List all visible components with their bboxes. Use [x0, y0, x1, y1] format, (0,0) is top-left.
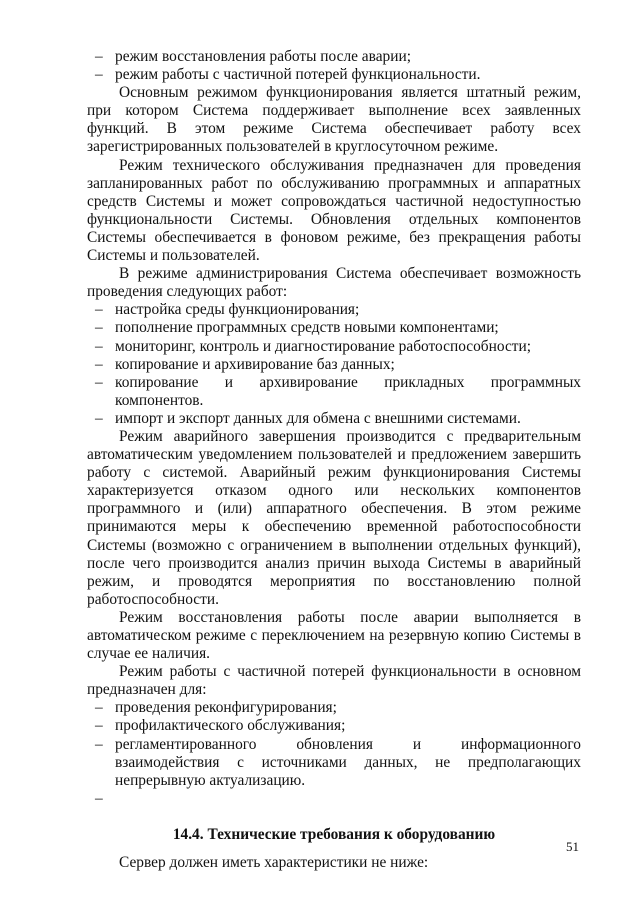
list-item — [87, 717, 581, 735]
list-dash: – — [95, 699, 103, 717]
list-item-text: копирование и архивирование баз данных; — [115, 355, 395, 373]
list-dash: – — [95, 48, 103, 65]
paragraph-main-mode: Основным режимом функционирования является штатный режим, при котором Система поддерживает выполнение всех заявленных функций. В этом режиме Система обеспечивает работу всех зарегистрированных пользователей в круглосуточном режиме. — [87, 84, 581, 156]
list-item-text: регламентированного обновления и информационного взаимодействия с источниками данных, не предполагающих непрерывную актуализацию. — [115, 735, 581, 789]
list-dash: – — [95, 66, 103, 84]
page-content — [87, 48, 581, 872]
paragraph-emergency: Режим аварийного завершения производится с предварительным автоматическим уведомлением пользователей и предложением завершить работу с системой. Аварийный режим функционирования Системы характеризуется отказом одного или нескольких компонентов программного и (или) аппаратного обеспечения. В этом режиме принимаются меры к обеспечению временной работоспособности Системы (возможно с ограничением в выполнении отдельных функций), после чего производится анализ причин выхода Системы в аварийный режим, и проводятся мероприятия по восстановлению полной работоспособности. — [87, 427, 581, 608]
paragraph-admin-intro: В режиме администрирования Система обеспечивает возможность проведения следующих работ: — [87, 265, 581, 301]
list-item-text: пополнение программных средств новыми компонентами; — [115, 319, 499, 337]
list-item — [87, 699, 581, 717]
list-item — [87, 374, 581, 410]
list-dash: – — [95, 355, 103, 373]
paragraph-recovery: Режим восстановления работы после аварии выполняется в автоматическом режиме с переключением на резервную копию Системы в случае ее наличия. — [87, 608, 581, 663]
list-dash: – — [95, 337, 103, 355]
list-item-text: копирование и архивирование прикладных программных компонентов. — [115, 373, 581, 409]
list-item — [87, 790, 581, 808]
list-item-text: мониторинг, контроль и диагностирование работоспособности; — [115, 337, 532, 355]
list-item — [87, 736, 581, 790]
paragraph-partial-intro: Режим работы с частичной потерей функциональности в основном предназначен для: — [87, 663, 581, 699]
list-dash: – — [95, 789, 103, 807]
page-number: 51 — [566, 839, 579, 854]
list-dash: – — [95, 373, 103, 391]
paragraph-maintenance: Режим технического обслуживания предназначен для проведения запланированных работ по обслуживанию программных и аппаратных средств Системы и может сопровождаться частичной недоступностью функциональности Системы. Обновления отдельных компонентов Системы обеспечивается в фоновом режиме, без прекращения работы Системы и пользователей. — [87, 156, 581, 265]
list-item-text: профилактического обслуживания; — [115, 717, 346, 735]
section-heading: 14.4. Технические требования к оборудованию — [172, 825, 496, 843]
list-item — [87, 66, 581, 84]
list-item — [87, 319, 581, 337]
list-dash: – — [95, 409, 103, 427]
list-item-text — [115, 790, 119, 807]
list-item-text: режим восстановления работы после аварии; — [115, 48, 411, 65]
list-item — [87, 301, 581, 319]
paragraph-server: Сервер должен иметь характеристики не ниже: — [119, 854, 429, 872]
list-dash: – — [95, 301, 103, 319]
list-dash: – — [95, 735, 103, 753]
list-item — [87, 356, 581, 374]
list-item — [87, 338, 581, 356]
list-item-text: импорт и экспорт данных для обмена с внешними системами. — [115, 409, 521, 427]
list-item-text: проведения реконфигурирования; — [115, 699, 337, 717]
list-item-text: настройка среды функционирования; — [115, 301, 360, 319]
list-item — [87, 48, 581, 66]
list-item — [87, 410, 581, 428]
list-dash: – — [95, 319, 103, 337]
list-dash: – — [95, 717, 103, 735]
list-item-text: режим работы с частичной потерей функциональности. — [115, 66, 481, 84]
